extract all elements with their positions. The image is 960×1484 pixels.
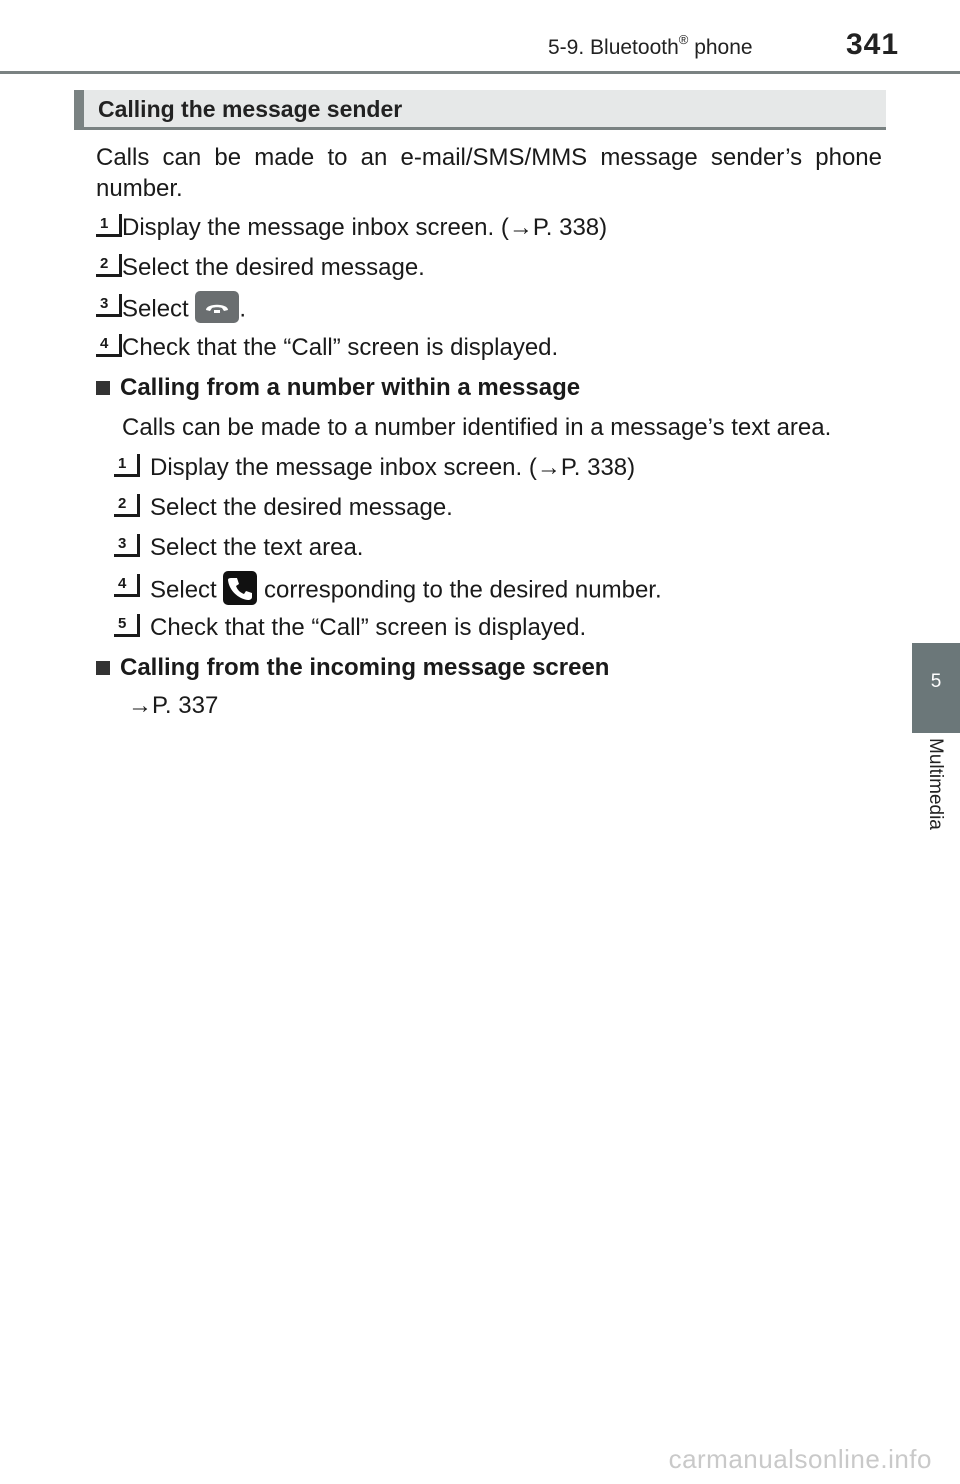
- step-number-badge: 3: [114, 534, 140, 557]
- section-heading: [74, 90, 886, 130]
- subsection-heading: Calling from the incoming message screen: [96, 654, 609, 682]
- phone-handset-icon: [195, 291, 239, 323]
- step-text: Select corresponding to the desired number.: [150, 574, 662, 608]
- section-intro: Calls can be made to an e-mail/SMS/MMS message sender’s phone number.: [96, 144, 882, 202]
- section-heading-text: Calling the message sender: [98, 96, 403, 122]
- step-text: Check that the “Call” screen is displayed.: [122, 334, 559, 361]
- step-text: Select .: [122, 294, 246, 326]
- watermark: carmanualsonline.info: [668, 1444, 932, 1474]
- page-reference-link[interactable]: →P. 337: [128, 692, 219, 719]
- section-title: 5-9. Bluetooth® phone: [548, 32, 753, 59]
- step-number-badge: 4: [114, 574, 140, 597]
- subsection-intro: Calls can be made to a number identified in a message’s text area.: [122, 414, 832, 441]
- step-number-badge: 5: [114, 614, 140, 637]
- square-bullet-icon: [96, 381, 110, 395]
- square-bullet-icon: [96, 661, 110, 675]
- step-number-badge: 1: [96, 214, 122, 237]
- step-number-badge: 1: [114, 454, 140, 477]
- step-text: Display the message inbox screen. (→P. 338): [150, 454, 636, 481]
- subsection-heading: Calling from a number within a message: [96, 374, 580, 402]
- phone-call-icon: [223, 571, 257, 605]
- step-number-badge: 3: [96, 294, 122, 317]
- chapter-tab[interactable]: 5: [912, 643, 960, 733]
- step-text: Select the text area.: [150, 534, 364, 561]
- step-text: Check that the “Call” screen is displayed.: [150, 614, 587, 641]
- step-text: Select the desired message.: [150, 494, 453, 521]
- page-number: 341: [846, 28, 900, 61]
- header-divider: [0, 71, 960, 74]
- step-number-badge: 2: [96, 254, 122, 277]
- step-number-badge: 2: [114, 494, 140, 517]
- step-number-badge: 4: [96, 334, 122, 357]
- step-text: Select the desired message.: [122, 254, 425, 281]
- step-text: Display the message inbox screen. (→P. 338): [122, 214, 608, 241]
- chapter-label: Multimedia: [925, 738, 946, 830]
